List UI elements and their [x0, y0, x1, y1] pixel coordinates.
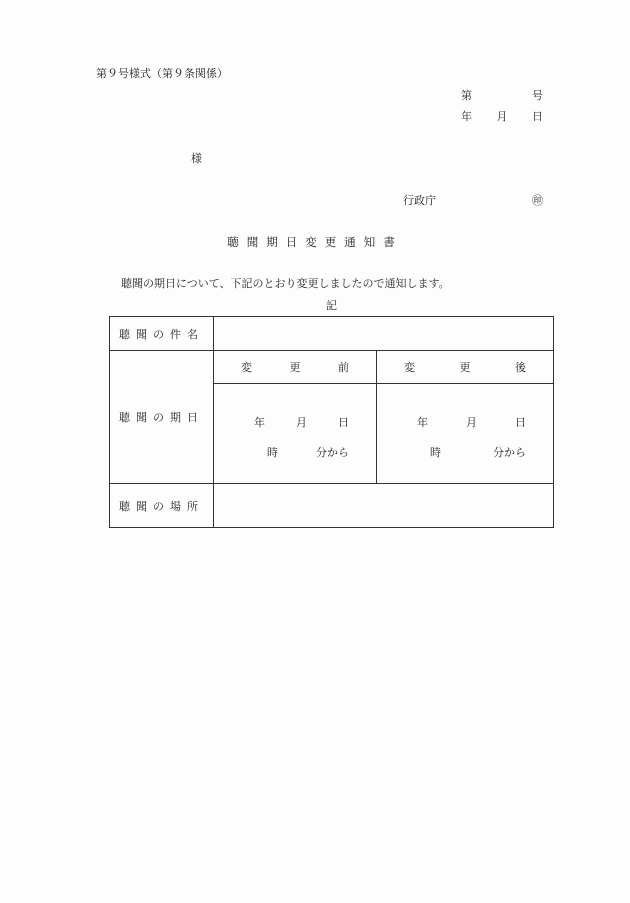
before-date-cell [214, 384, 377, 484]
addressee-honorific: 様 [191, 152, 202, 165]
after-minute: 分から [493, 446, 526, 459]
after-month: 月 [466, 416, 477, 429]
after-char-1: 変 [404, 361, 415, 374]
document-date [461, 111, 543, 122]
before-year: 年 [254, 416, 265, 429]
after-date-cell [377, 384, 554, 484]
seal-mark: ㊞ [532, 194, 543, 207]
before-minute: 分から [316, 446, 349, 459]
before-day: 日 [338, 416, 349, 429]
form-number: 第９号様式（第９条関係） [96, 67, 228, 80]
before-char-2: 更 [289, 361, 301, 374]
ki-heading: 記 [326, 299, 337, 312]
after-day: 日 [515, 416, 526, 429]
before-month: 月 [296, 416, 307, 429]
number-suffix: 号 [532, 89, 543, 102]
sender [403, 195, 543, 206]
after-char-2: 更 [459, 361, 471, 374]
hearing-table [109, 316, 554, 528]
row-hearing-place [110, 484, 554, 528]
before-char-1: 変 [241, 361, 252, 374]
document-title: 聴聞期日変更通知書 [227, 235, 403, 249]
hearing-date-label: 聴聞の期日 [110, 351, 214, 484]
row-date-header [110, 351, 554, 384]
date-month: 月 [496, 110, 508, 123]
date-day: 日 [532, 110, 543, 123]
document-number [461, 90, 543, 101]
after-year: 年 [417, 416, 428, 429]
before-hour: 時 [267, 446, 278, 459]
row-hearing-name [110, 317, 554, 351]
after-char-3: 後 [515, 361, 526, 374]
hearing-name-label: 聴聞の件名 [110, 317, 214, 351]
hearing-name-field [214, 317, 554, 351]
date-year: 年 [461, 110, 472, 123]
notice-body: 聴聞の期日について、下記のとおり変更しましたので通知します。 [121, 277, 450, 290]
before-change-header [214, 351, 377, 384]
number-prefix: 第 [461, 89, 472, 102]
after-change-header [377, 351, 554, 384]
hearing-place-label: 聴聞の場所 [110, 484, 214, 528]
after-hour: 時 [430, 446, 441, 459]
before-char-3: 前 [338, 361, 349, 374]
sender-agency: 行政庁 [403, 194, 436, 207]
hearing-place-field [214, 484, 554, 528]
